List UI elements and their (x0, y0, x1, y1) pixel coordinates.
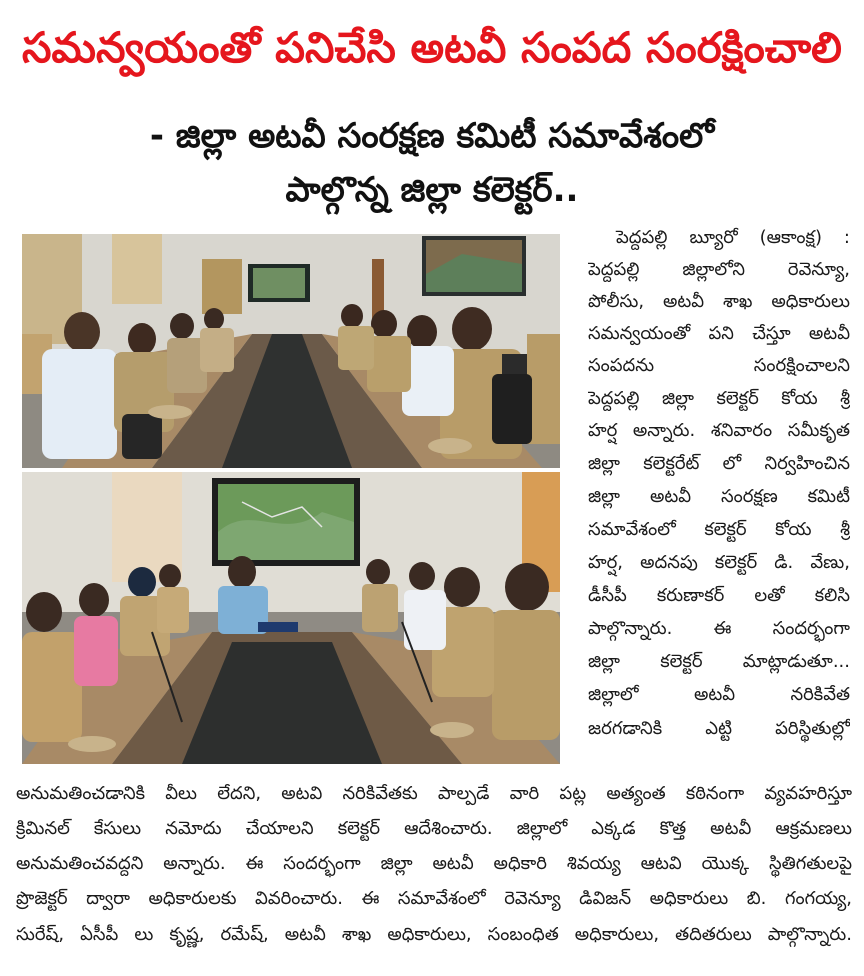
article-line: హర్ష, అదనపు కలెక్టర్ డి. వేణు, (588, 552, 850, 573)
meeting-photo-2 (22, 472, 560, 764)
article-line: జిల్లాలో అటవీ నరికివేత (588, 684, 850, 705)
article-line: అనుమతించవద్దని అన్నారు. ఈ సందర్భంగా జిల్లా అటవీ అధికారి శివయ్య ఆటవి యొక్క స్థితిగతులపై (16, 853, 852, 874)
article-line: సమావేశంలో కలెక్టర్ కోయ శ్రీ (588, 519, 850, 540)
article-line: పెద్దపల్లి బ్యూరో (ఆకాంక్ష) : (616, 227, 850, 248)
cropped-previous-text (0, 0, 864, 8)
article-line: జిల్లా కలెక్టర్ మాట్లాడుతూ... (588, 651, 850, 672)
article-line: జరగడానికి ఎట్టి పరిస్థితుల్లో (588, 718, 850, 739)
article-line: సురేష్, ఏసీపీ లు కృష్ణ, రమేష్, అటవీ శాఖ అధికారులు, సంబంధిత అధికారులు, తదితరులు పాల్గొన్నారు. (16, 924, 852, 945)
article-line: సమన్వయంతో పని చేస్తూ అటవీ (588, 323, 850, 344)
article-line: క్రిమినల్ కేసులు నమోదు చేయాలని కలెక్టర్ ఆదేశించారు. జిల్లాలో ఎక్కడ కొత్త అటవీ ఆక్రమణలు (16, 818, 852, 839)
article-line: ప్రొజెక్టర్ ద్వారా అధికారులకు వివరించారు. ఈ సమావేశంలో రెవెన్యూ డివిజన్ అధికారులు బి. గంగయ్య, (16, 888, 852, 909)
meeting-photo-1 (22, 234, 560, 468)
article-line: డీసీపీ కరుణాకర్ లతో కలిసి (588, 585, 850, 606)
article-line: పెద్దపల్లి జిల్లాలోని రెవెన్యూ, (588, 259, 850, 280)
article-line: అనుమతించడానికి వీలు లేదని, అటవి నరికివేతకు పాల్పడే వారి పట్ల అత్యంత కఠినంగా వ్యవహరిస్తూ (16, 783, 852, 804)
article-line: పోలీసు, అటవీ శాఖ అధికారులు (588, 291, 850, 312)
article-line: పాల్గొన్నారు. ఈ సందర్భంగా (588, 618, 850, 639)
headline: సమన్వయంతో పనిచేసి అటవీ సంపద సంరక్షించాలి (22, 23, 842, 72)
article-line: జిల్లా కలెక్టరేట్ లో నిర్వహించిన (588, 453, 850, 474)
article-line: హర్ష అన్నారు. శనివారం సమీకృత (588, 420, 850, 441)
article-line: పెద్దపల్లి జిల్లా కలెక్టర్ కోయ శ్రీ (588, 388, 850, 409)
subheadline-line-1: - జిల్లా అటవీ సంరక్షణ కమిటీ సమావేశంలో (149, 116, 715, 156)
article-line: సంపదను సంరక్షించాలని (588, 355, 850, 376)
article-line: జిల్లా అటవీ సంరక్షణ కమిటీ (588, 486, 850, 507)
subheadline-line-2: పాల్గొన్న జిల్లా కలెక్టర్.. (285, 170, 579, 210)
